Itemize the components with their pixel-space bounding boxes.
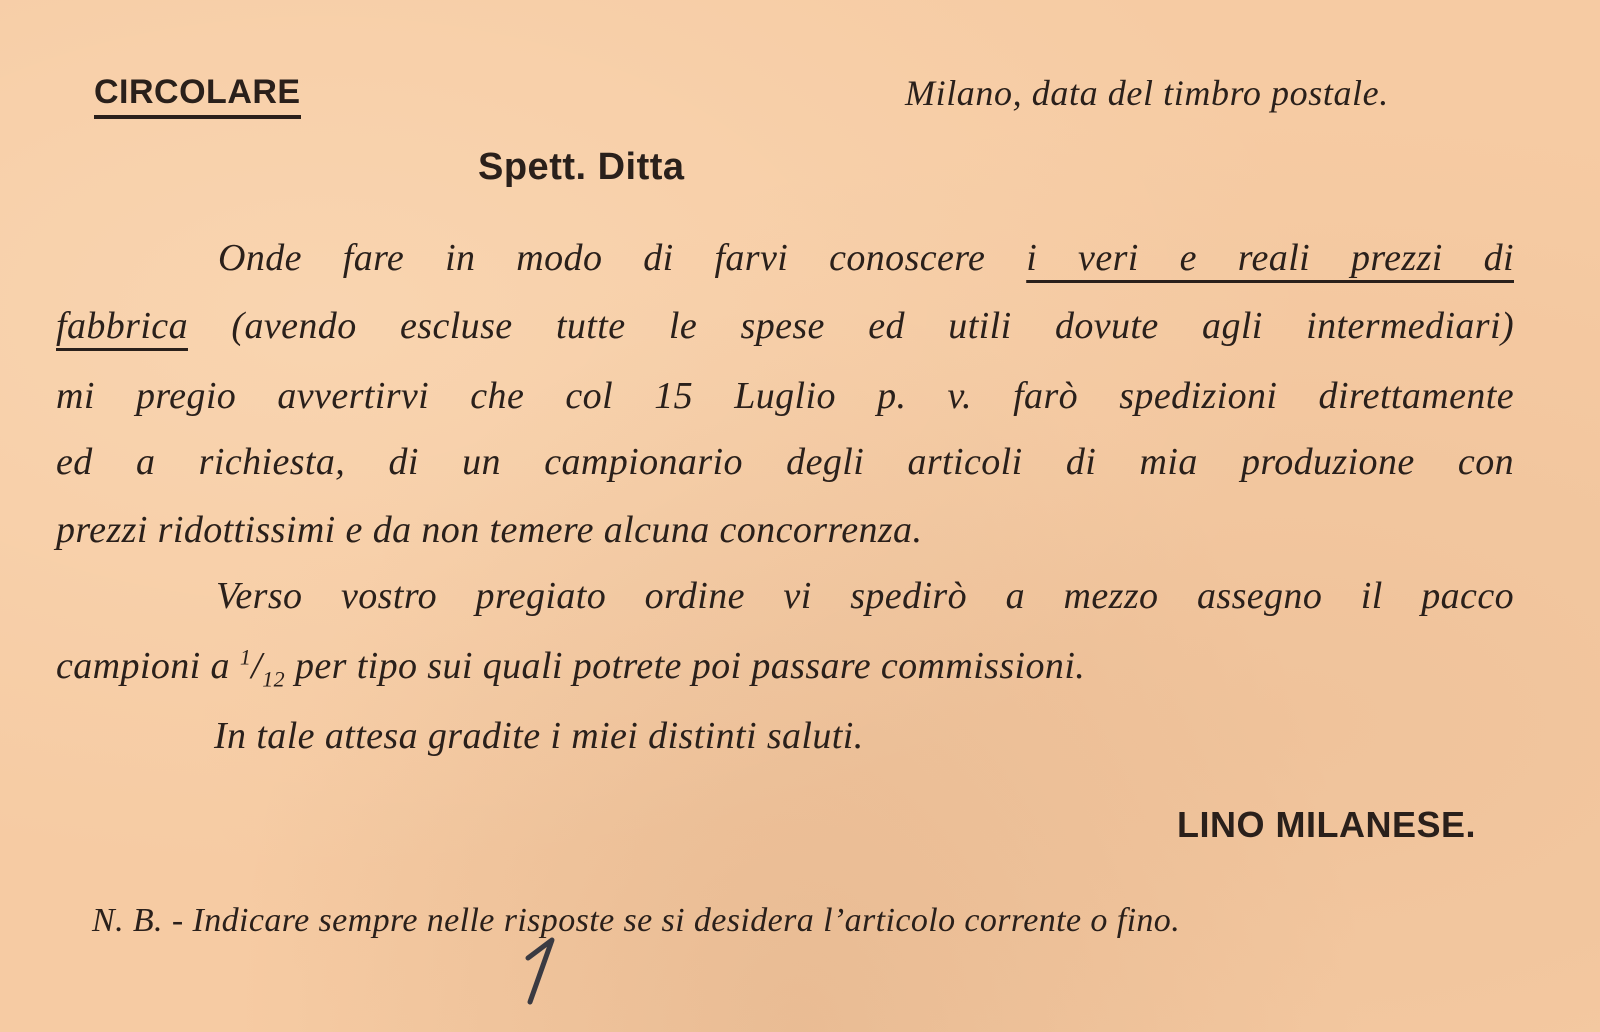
handwritten-mark — [516, 936, 566, 1006]
fraction-denominator: 12 — [262, 666, 286, 692]
body-line-7-text-pre: campioni a — [56, 645, 230, 687]
dateline: Milano, data del timbro postale. — [905, 73, 1389, 113]
body-line-7 — [56, 644, 1085, 693]
body-line-2-text: (avendo escluse tutte le spese ed utili dovute agli intermediari) — [231, 305, 1515, 347]
circular-heading: CIRCOLARE — [94, 74, 301, 119]
signature: LINO MILANESE. — [1176, 804, 1476, 845]
salutation: Spett. Ditta — [478, 146, 685, 188]
fraction: $^1/_{12}$ — [239, 644, 286, 692]
body-line-2-underlined: fabbrica — [56, 305, 188, 347]
body-line-6: Verso vostro pregiato ordine vi spedirò a mezzo assegno il pacco — [216, 575, 1514, 617]
fraction-numerator: 1 — [239, 644, 252, 670]
footnote: N. B. - Indicare sempre nelle risposte se si desidera l’articolo corrente o fino. — [92, 902, 1181, 939]
body-line-3: mi pregio avvertirvi che col 15 Luglio p. v. farò spedizioni direttamente — [56, 375, 1514, 417]
body-line-4: ed a richiesta, di un campionario degli articoli di mia produzione con — [56, 441, 1514, 483]
body-line-8: In tale attesa gradite i miei distinti saluti. — [214, 715, 864, 757]
body-line-7-text-post: per tipo sui quali potrete poi passare commissioni. — [294, 645, 1086, 687]
body-line-5: prezzi ridottissimi e da non temere alcuna concorrenza. — [56, 509, 923, 551]
body-line-1 — [218, 236, 1514, 280]
body-line-1-underlined: i veri e reali prezzi di — [1026, 237, 1514, 279]
body-line-2 — [56, 304, 1514, 348]
body-line-1-text: Onde fare in modo di farvi conoscere — [218, 237, 986, 279]
